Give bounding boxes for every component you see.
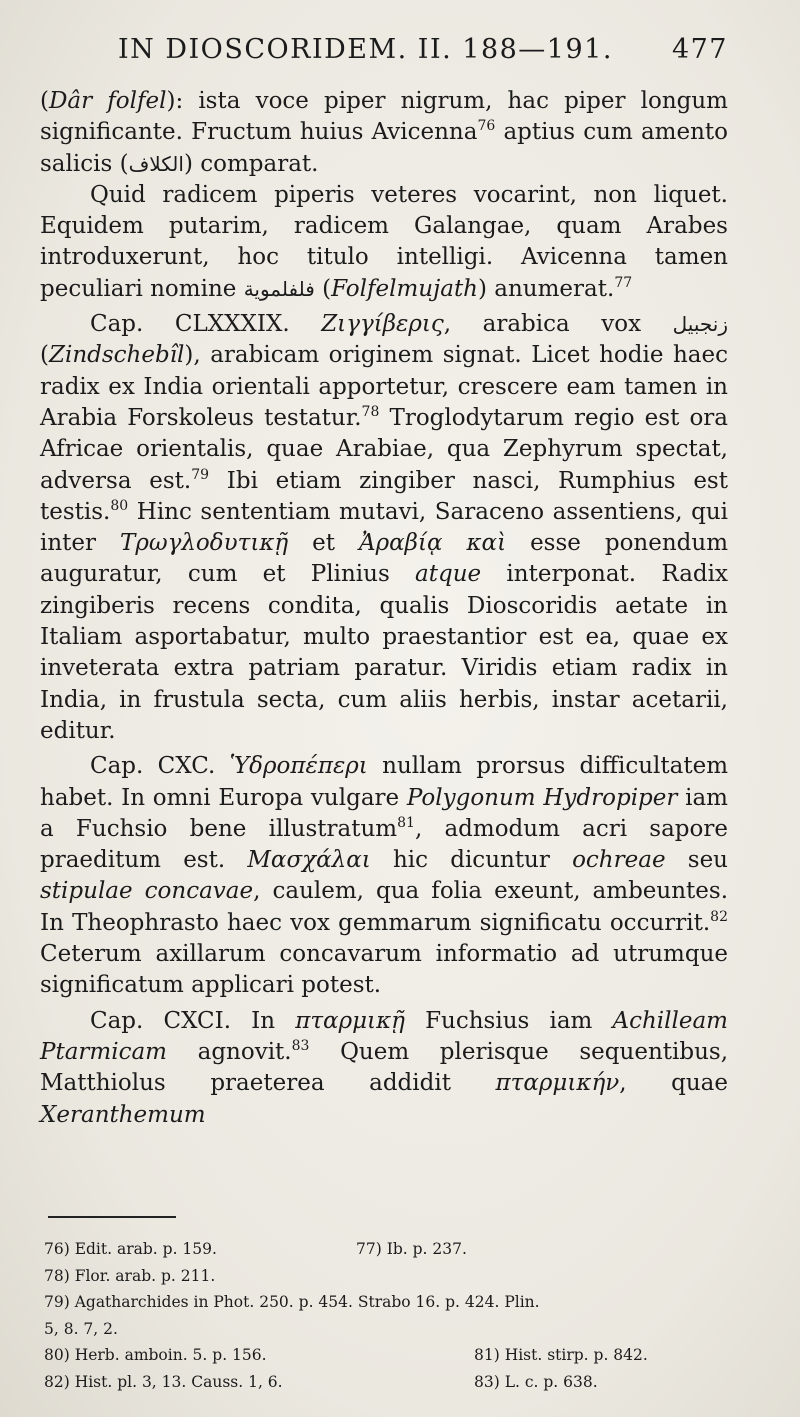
text-span: , arabica vox: [443, 311, 673, 338]
running-title: IN DIOSCORIDEM. II. 188—191.: [118, 34, 613, 65]
text-span: Hinc sententiam mutavi, Saraceno assentiens, qui inter: [40, 498, 728, 557]
paragraph-1: [40, 86, 728, 180]
paragraph-cap-191: [40, 1006, 728, 1131]
text-span: (: [40, 88, 49, 114]
text-span: Ceterum axillarum concavarum informatio ad utrumque significatum applicari potest.: [40, 941, 728, 999]
greek-term: Ζιγγίβερις: [321, 311, 444, 338]
text-span: ) anumerat.: [478, 275, 615, 302]
chapter-label: Cap. CXCI. In: [90, 1007, 296, 1034]
greek-term: Τρωγλοδυτικῇ: [119, 530, 289, 557]
footnote-divider: [48, 1216, 176, 1218]
chapter-label: Cap. CXC.: [90, 753, 230, 780]
text-span: , caulem, qua folia exeunt, ambeuntes. In Theophrasto haec vox gemmarum significatu occurrit.: [40, 878, 729, 936]
italic-term: Xeranthemum: [40, 1101, 206, 1128]
text-span: nullam prorsus difficultatem habet. In omni Europa vulgare: [40, 753, 729, 811]
italic-term: Zindschebîl: [48, 342, 185, 369]
text-span: agnovit.: [167, 1038, 292, 1065]
text-span: Troglodytarum regio est ora Africae orientalis, quae Arabiae, qua Zephyrum spectat, adversa est.: [40, 404, 729, 494]
text-span: Quid radicem piperis veteres vocarint, non liquet. Equidem putarim, radicem Galangae, quam Arabes introduxerunt, hoc titulo intelligi. Avicenna tamen peculiari nomine: [40, 181, 728, 302]
greek-term: πταρμικήν: [495, 1070, 620, 1097]
paragraph-cap-189: [40, 309, 728, 747]
text-span: (: [314, 275, 332, 302]
footnotes: [44, 1236, 732, 1395]
greek-term: Ὑδροπέπερι: [229, 753, 368, 780]
text-span: Ibi etiam zingiber nasci, Rumphius est testis.: [40, 467, 728, 525]
text-span: hic dicuntur: [370, 847, 573, 874]
text-span: Quem plerisque sequentibus, Matthiolus praeterea addidit: [40, 1038, 729, 1097]
italic-term: atque: [415, 561, 482, 588]
footnote-row: [44, 1263, 732, 1290]
footnote-ref: 76: [477, 118, 496, 135]
arabic-word: فلفلموية: [243, 276, 315, 301]
main-text: [40, 86, 728, 1131]
footnote-ref: 78: [361, 403, 380, 420]
footnote-83: 83) L. c. p. 638.: [474, 1372, 598, 1391]
footnote-80: 80) Herb. amboin. 5. p. 156.: [44, 1346, 267, 1364]
footnote-77: 77) Ib. p. 237.: [356, 1240, 467, 1258]
italic-term: Dâr folfel: [48, 88, 167, 114]
text-span: Fuchsius iam: [404, 1007, 613, 1034]
footnote-row: [44, 1316, 732, 1343]
text-span: (: [40, 342, 49, 369]
italic-term: Folfelmujath: [331, 275, 478, 302]
italic-term: Polygonum Hydropiper: [406, 784, 678, 811]
footnote-ref: 80: [110, 497, 129, 514]
footnote-row: [44, 1342, 732, 1369]
footnote-82: 82) Hist. pl. 3, 13. Causs. 1, 6.: [44, 1372, 283, 1391]
text-span: aptius cum amento salicis (: [40, 119, 728, 177]
paragraph-cap-190: [40, 751, 728, 1001]
footnote-79-continued: 5, 8. 7, 2.: [44, 1319, 118, 1338]
arabic-word: الكلاف: [128, 151, 184, 176]
text-span: et: [288, 530, 359, 557]
text-span: , admodum acri sapore praeditum est.: [40, 815, 728, 874]
footnote-79: 79) Agatharchides in Phot. 250. p. 454. Strabo 16. p. 424. Plin.: [44, 1293, 540, 1311]
text-span: seu: [665, 847, 728, 874]
footnote-81: 81) Hist. stirp. p. 842.: [474, 1346, 648, 1364]
text-span: ) comparat.: [183, 150, 319, 177]
text-span: ), arabicam originem signat. Licet hodie haec radix ex India orientali apportetur, crescere eam tamen in Arabia Forskoleus testatur.: [40, 342, 728, 431]
greek-term: Ἀραβίᾳ καὶ: [359, 530, 507, 557]
text-span: ): ista voce piper nigrum, hac piper longum significante. Fructum huius Avicenna: [40, 88, 728, 146]
paragraph-2: [40, 180, 728, 305]
footnote-76: 76) Edit. arab. p. 159.: [44, 1240, 217, 1258]
footnote-ref: 82: [710, 908, 728, 925]
italic-term: stipulae concavae: [40, 878, 254, 905]
footnote-ref: 79: [191, 466, 210, 483]
italic-term: ochreae: [572, 847, 666, 874]
footnote-ref: 77: [614, 274, 633, 291]
footnote-ref: 83: [291, 1037, 310, 1054]
footnote-78: 78) Flor. arab. p. 211.: [44, 1266, 216, 1285]
text-span: , quae: [619, 1070, 728, 1097]
arabic-word: زنجبيل: [672, 312, 728, 337]
italic-term: Achilleam Ptarmicam: [40, 1007, 728, 1065]
footnote-row: [44, 1289, 732, 1316]
greek-term: Μασχάλαι: [247, 847, 371, 874]
footnote-row: [44, 1369, 732, 1396]
greek-term: πταρμικῇ: [295, 1007, 405, 1034]
chapter-label: Cap. CLXXXIX.: [90, 311, 322, 338]
footnote-ref: 81: [397, 814, 415, 831]
running-header: [118, 34, 728, 65]
text-span: esse ponendum auguratur, cum et Plinius: [40, 530, 729, 588]
text-span: interponat. Radix zingiberis recens condita, qualis Dioscoridis aetate in Italiam asportabatur, multo praestantior est ea, quae ex inveterata extra patriam paratur. Viridis etiam radix in India, in frustula secta, cum aliis herbis, instar acetarii, editur.: [40, 561, 728, 744]
page-number: 477: [671, 34, 728, 65]
footnote-row: [44, 1236, 732, 1263]
text-span: iam a Fuchsio bene illustratum: [40, 784, 728, 842]
